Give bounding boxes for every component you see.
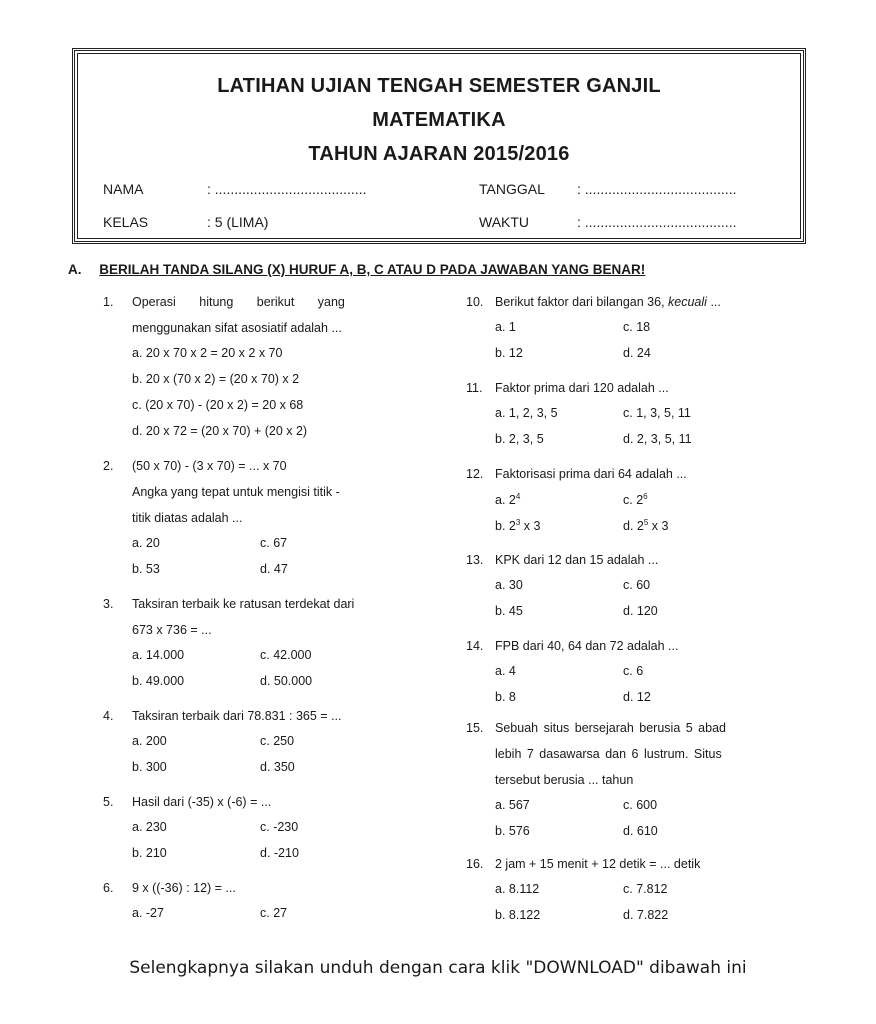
answer-option: a. 20 x 70 x 2 = 20 x 2 x 70 [132,346,283,360]
answer-option: a. 30 [495,578,523,592]
answer-option: c. 7.812 [623,882,668,896]
answer-option: a. 4 [495,664,516,678]
question-text-tail: ... [710,295,721,309]
answer-option: d. 20 x 72 = (20 x 70) + (20 x 2) [132,424,308,438]
answer-option: b. 12 [495,346,523,360]
tanggal-field: : ....................................... [577,181,737,197]
question-number: 6. [103,881,114,895]
question-number: 11. [466,381,483,395]
answer-option: d. $2^5$ x 3 [623,518,669,534]
answer-option: b. 8.122 [495,908,541,922]
section-instruction: BERILAH TANDA SILANG (X) HURUF A, B, C ATAU D PADA JAWABAN YANG BENAR! [99,262,646,277]
answer-option: d. 7.822 [623,908,669,922]
answer-option: b. 8 [495,690,516,704]
question-number: 16. [466,857,484,871]
exam-header-box [72,48,806,244]
answer-option: c. 250 [260,734,295,748]
question-text: Operasi hitung berikut yang [132,295,345,309]
question-number: 3. [103,597,114,611]
answer-option: c. 18 [623,320,651,334]
answer-option: a. 567 [495,798,530,812]
answer-option: d. -210 [260,846,299,860]
question-number: 4. [103,709,114,723]
question-text: KPK dari 12 dan 15 adalah ... [495,553,659,567]
answer-option: a. $2^4$ [495,492,521,508]
answer-option: c. 67 [260,536,288,550]
question-number: 10. [466,295,484,309]
question-text: 9 x ((-36) : 12) = ... [132,881,236,895]
answer-option: a. 20 [132,536,160,550]
answer-option: b. 20 x (70 x 2) = (20 x 70) x 2 [132,372,300,386]
waktu-field: : ....................................... [577,214,737,230]
question-number: 5. [103,795,114,809]
answer-option: a. 1 [495,320,516,334]
question-text: lebih 7 dasawarsa dan 6 lustrum. Situs [495,747,722,761]
subject-title: MATEMATIKA [372,109,506,131]
question-number: 13. [466,553,484,567]
question-text-italic: kecuali [668,295,707,309]
question-text [495,294,721,310]
answer-option: b. 210 [132,846,167,860]
answer-option: b. 2, 3, 5 [495,432,544,446]
question-text: Faktor prima dari 120 adalah ... [495,381,669,395]
answer-option: b. 576 [495,824,530,838]
question-text: titik diatas adalah ... [132,511,243,525]
question-text: Angka yang tepat untuk mengisi titik - [132,485,340,499]
question-number: 2. [103,459,114,473]
question-number: 15. [466,721,484,735]
answer-option: d. 2, 3, 5, 11 [623,432,692,446]
answer-option: c. $2^6$ [623,492,648,508]
question-text: FPB dari 40, 64 dan 72 adalah ... [495,639,679,653]
question-text: Sebuah situs bersejarah berusia 5 abad [495,721,726,735]
download-instruction: Selengkapnya silakan unduh dengan cara klik "DOWNLOAD" dibawah ini [129,958,747,978]
answer-option: b. 300 [132,760,167,774]
answer-option: a. 14.000 [132,648,185,662]
tanggal-label: TANGGAL [479,181,545,197]
answer-option: d. 350 [260,760,295,774]
answer-option: c. 27 [260,906,288,920]
question-text: Taksiran terbaik dari 78.831 : 365 = ... [132,709,342,723]
question-text: tersebut berusia ... tahun [495,773,634,787]
question-number: 14. [466,639,484,653]
answer-option: a. 200 [132,734,167,748]
question-text-main: Berikut faktor dari bilangan 36, [495,295,665,309]
answer-option: d. 24 [623,346,651,360]
question-text: 2 jam + 15 menit + 12 detik = ... detik [495,857,701,871]
answer-option: a. -27 [132,906,164,920]
answer-option: d. 120 [623,604,658,618]
question-text: (50 x 70) - (3 x 70) = ... x 70 [132,459,287,473]
nama-label: NAMA [103,181,144,197]
answer-option: b. 45 [495,604,523,618]
answer-option: c. -230 [260,820,299,834]
question-text: Faktorisasi prima dari 64 adalah ... [495,467,687,481]
answer-option: b. $2^3$ x 3 [495,518,541,534]
answer-option: d. 50.000 [260,674,313,688]
answer-option: c. 1, 3, 5, 11 [623,406,691,420]
answer-option: a. 8.112 [495,882,540,896]
answer-option: a. 1, 2, 3, 5 [495,406,558,420]
question-text: menggunakan sifat asosiatif adalah ... [132,321,342,335]
question-text: Hasil dari (-35) x (-6) = ... [132,795,272,809]
answer-option: c. (20 x 70) - (20 x 2) = 20 x 68 [132,398,304,412]
answer-option: c. 60 [623,578,651,592]
section-letter: A. [68,262,82,277]
question-number: 1. [103,295,114,309]
answer-option: d. 47 [260,562,288,576]
nama-field: : ....................................... [207,181,367,197]
answer-option: c. 600 [623,798,658,812]
answer-option: c. 6 [623,664,644,678]
academic-year: TAHUN AJARAN 2015/2016 [308,143,570,165]
kelas-value: : 5 (LIMA) [207,214,269,230]
question-text: 673 x 736 = ... [132,623,212,637]
waktu-label: WAKTU [479,214,530,230]
answer-option: d. 610 [623,824,658,838]
answer-option: b. 49.000 [132,674,185,688]
section-heading [68,262,645,277]
answer-option: b. 53 [132,562,160,576]
question-text: Taksiran terbaik ke ratusan terdekat dari [132,597,355,611]
answer-option: d. 12 [623,690,651,704]
exam-title: LATIHAN UJIAN TENGAH SEMESTER GANJIL [217,75,661,97]
kelas-label: KELAS [103,214,149,230]
answer-option: a. 230 [132,820,167,834]
answer-option: c. 42.000 [260,648,312,662]
question-number: 12. [466,467,484,481]
